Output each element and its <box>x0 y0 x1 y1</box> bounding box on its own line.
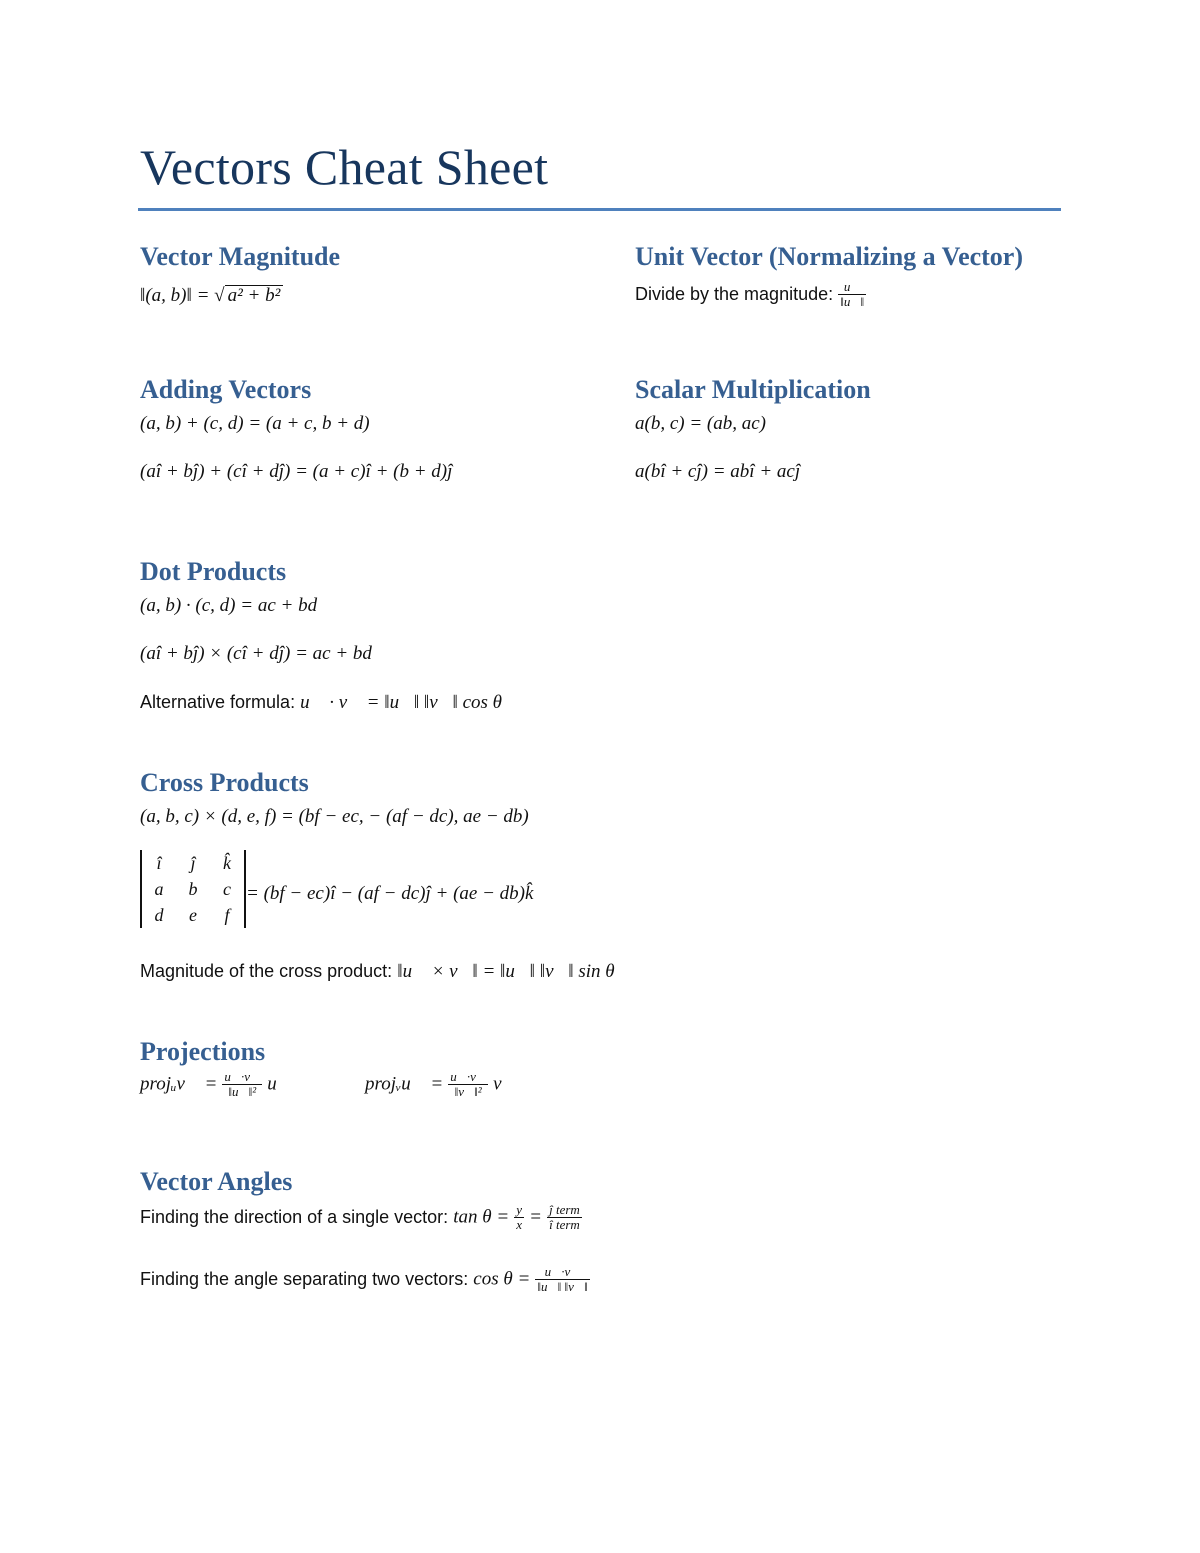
cross-mag-formula: ‖u⃗ × v⃗‖ = ‖u⃗‖ ‖v⃗‖ sin θ <box>397 961 615 982</box>
proj2-rhs: v⃗ <box>493 1073 517 1095</box>
formula-separation-angle <box>140 1265 590 1294</box>
matrix-cell: k̂ <box>223 852 231 873</box>
matrix-cell: e <box>189 904 197 925</box>
formula-dot-1: (a, b) · (c, d) = ac + bd <box>140 595 318 616</box>
page-title: Vectors Cheat Sheet <box>140 139 549 195</box>
matrix-cell: î <box>156 852 162 873</box>
heading-adding-vectors: Adding Vectors <box>140 375 312 404</box>
formula-adding-1: (a, b) + (c, d) = (a + c, b + d) <box>140 413 370 434</box>
dot-alt-label: Alternative formula: <box>140 692 296 712</box>
matrix-cell: ĵ <box>190 852 196 873</box>
separation-fraction: $\frac{u⃗\cdot v⃗}{‖u⃗‖ ‖v⃗‖}$ <box>537 1264 588 1294</box>
proj2-lhs: projᵥu⃗ = <box>365 1073 444 1095</box>
heading-vector-angles: Vector Angles <box>140 1167 293 1196</box>
proj2-fraction: $\frac{u⃗\cdot v⃗}{\text{‖v⃗‖²}}$ <box>450 1069 486 1099</box>
direction-fraction-terms: $\frac{\text{ĵ term}}{\text{î term}}$ <box>549 1202 580 1232</box>
proj1-rhs: u⃗ <box>267 1073 292 1095</box>
direction-label: Finding the direction of a single vector: <box>140 1207 449 1227</box>
matrix-cell: d <box>154 904 164 925</box>
cross-mag-label: Magnitude of the cross product: <box>140 961 393 981</box>
proj1-fraction: $\frac{u⃗\cdot v⃗}{\text{‖u⃗‖²}}$ <box>224 1069 261 1099</box>
direction-lhs: tan θ = <box>453 1206 510 1228</box>
magnitude-radicand: a² + b² <box>225 285 284 305</box>
heading-projections: Projections <box>140 1037 266 1066</box>
matrix-cell: a <box>154 878 164 899</box>
separation-label: Finding the angle separating two vectors: <box>140 1269 469 1289</box>
heading-cross-products: Cross Products <box>140 768 309 797</box>
direction-fraction-yx: $\frac{y}{x}$ <box>516 1202 523 1232</box>
formula-unit-vector <box>635 280 866 309</box>
formula-projection-1 <box>140 1070 292 1099</box>
unit-label: Divide by the magnitude: <box>635 284 834 304</box>
formula-cross-1: (a, b, c) × (d, e, f) = (bf − ec, − (af − dc), ae − db) <box>140 806 529 827</box>
formula-adding-2: (aî + bĵ) + (cî + dĵ) = (a + c)î + (b + d)ĵ <box>140 461 453 482</box>
cross-determinant <box>140 850 246 928</box>
formula-cross-2: = (bf − ec)î − (af − dc)ĵ + (ae − db)k̂ <box>246 883 534 904</box>
proj1-lhs: projᵤv⃗ = <box>140 1073 218 1095</box>
formula-direction <box>140 1203 582 1232</box>
formula-dot-alt <box>140 692 502 714</box>
heading-unit-vector: Unit Vector (Normalizing a Vector) <box>635 242 1024 271</box>
title-divider <box>138 208 1061 211</box>
formula-scalar-2: a(bî + cĵ) = abî + acĵ <box>635 461 801 482</box>
formula-cross-magnitude <box>140 961 615 983</box>
heading-scalar-multiplication: Scalar Multiplication <box>635 375 871 404</box>
separation-lhs: cos θ = <box>473 1268 531 1290</box>
direction-eq: = <box>529 1206 542 1228</box>
formula-scalar-1: a(b, c) = (ab, ac) <box>635 413 766 434</box>
formula-dot-2: (aî + bĵ) × (cî + dĵ) = ac + bd <box>140 643 372 664</box>
formula-magnitude <box>140 285 283 307</box>
matrix-cell: f <box>224 904 230 925</box>
formula-projection-2 <box>365 1070 516 1099</box>
heading-vector-magnitude: Vector Magnitude <box>140 242 341 271</box>
magnitude-lhs: ‖(a, b)‖ = √ <box>140 285 225 306</box>
unit-fraction: $\frac{u⃗}{‖u⃗‖}$ <box>840 279 865 309</box>
matrix-cell: c <box>223 878 231 899</box>
dot-alt-formula: u⃗ · v⃗ = ‖u⃗‖ ‖v⃗‖ cos θ <box>300 692 502 713</box>
matrix-cell: b <box>188 878 198 899</box>
heading-dot-products: Dot Products <box>140 557 287 586</box>
